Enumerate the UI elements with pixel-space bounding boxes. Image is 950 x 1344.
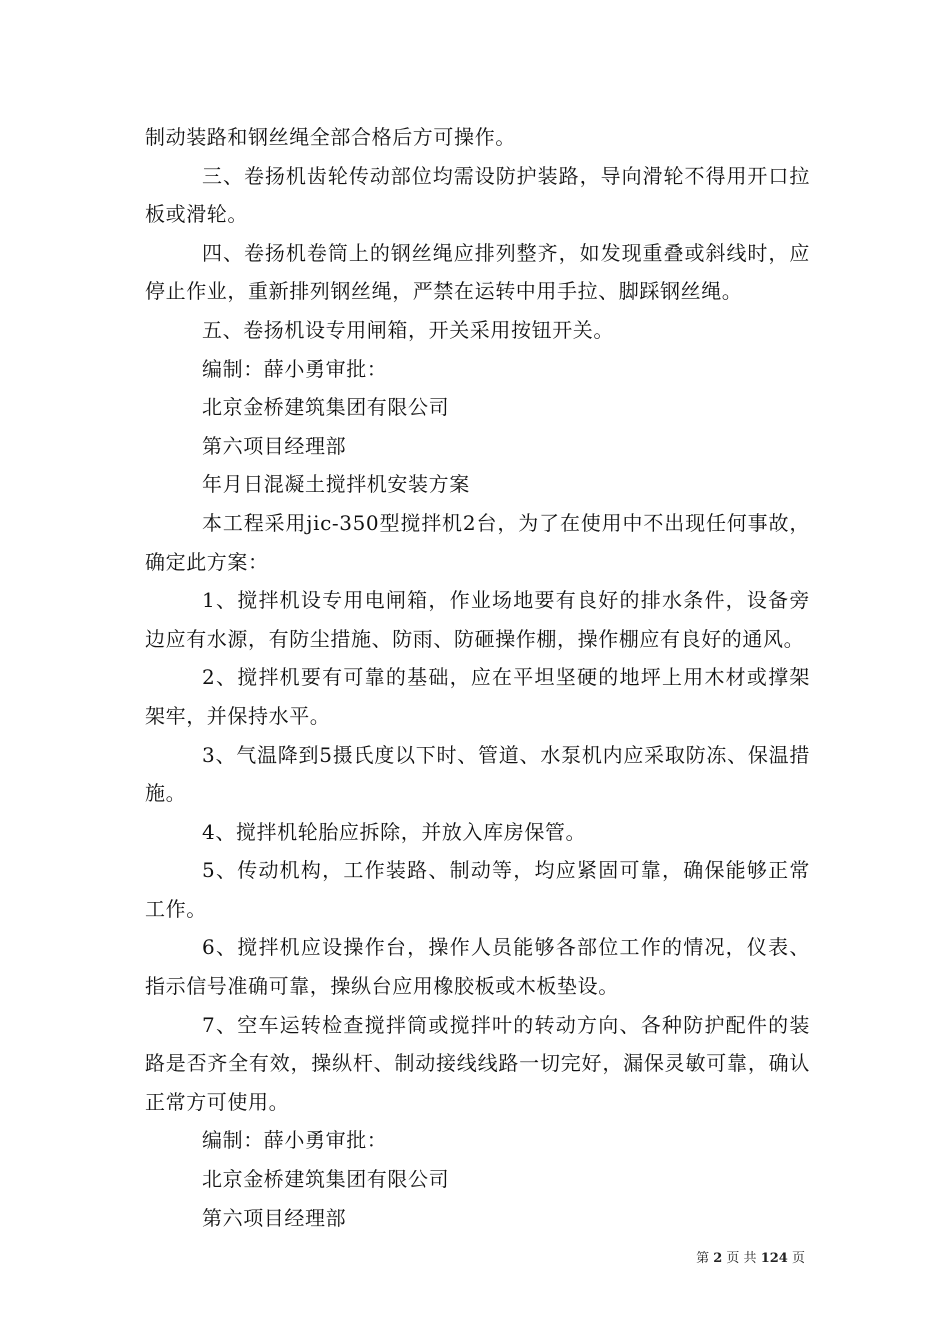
paragraph: 制动装路和钢丝绳全部合格后方可操作。 (145, 125, 516, 149)
paragraph: 五、卷扬机设专用闸箱，开关采用按钮开关。 (202, 317, 614, 342)
department-name: 第六项目经理部 (202, 1205, 347, 1230)
footer-suffix: 页 (791, 1251, 805, 1266)
paragraph: 2、搅拌机要有可靠的基础，应在平坦坚硬的地坪上用木材或撑架架牢，并保持水平。 (145, 665, 810, 728)
paragraph: 3、气温降到5摄氏度以下时、管道、水泵机内应采取防冻、保温措施。 (145, 742, 810, 806)
footer-middle: 页 共 (726, 1251, 757, 1266)
current-page-number: 2 (713, 1251, 723, 1266)
paragraph: 本工程采用jic-350型搅拌机2台，为了在使用中不出现任何事故，确定此方案： (145, 510, 810, 574)
paragraph: 7、空车运转检查搅拌筒或搅拌叶的转动方向、各种防护配件的装路是否齐全有效，操纵杆、制动接线线路一切完好，漏保灵敏可靠，确认正常方可使用。 (145, 1012, 810, 1114)
document-body (145, 118, 810, 1237)
signature-line: 编制：薛小勇审批： (202, 1128, 388, 1153)
paragraph: 4、搅拌机轮胎应拆除，并放入库房保管。 (202, 819, 587, 844)
paragraph: 四、卷扬机卷筒上的钢丝绳应排列整齐，如发现重叠或斜线时，应停止作业，重新排列钢丝绳，严禁在运转中用手拉、脚踩钢丝绳。 (145, 240, 810, 304)
signature-line: 编制：薛小勇审批： (202, 356, 388, 381)
paragraph: 三、卷扬机齿轮传动部位均需设防护装路，导向滑轮不得用开口拉板或滑轮。 (145, 163, 810, 227)
footer-prefix: 第 (696, 1251, 710, 1266)
paragraph: 1、搅拌机设专用电闸箱，作业场地要有良好的排水条件，设备旁边应有水源，有防尘措施、防雨、防砸操作棚，操作棚应有良好的通风。 (145, 588, 810, 651)
paragraph: 5、传动机构，工作装路、制动等，均应紧固可靠，确保能够正常工作。 (145, 858, 810, 921)
company-name: 北京金桥建筑集团有限公司 (202, 395, 450, 420)
total-page-count: 124 (760, 1251, 788, 1266)
paragraph: 6、搅拌机应设操作台，操作人员能够各部位工作的情况，仪表、指示信号准确可靠，操纵台应用橡胶板或木板垫设。 (145, 935, 810, 999)
company-name: 北京金桥建筑集团有限公司 (202, 1167, 450, 1192)
page-number-footer (696, 1247, 805, 1266)
section-title: 年月日混凝土搅拌机安装方案 (202, 472, 470, 497)
department-name: 第六项目经理部 (202, 433, 347, 458)
